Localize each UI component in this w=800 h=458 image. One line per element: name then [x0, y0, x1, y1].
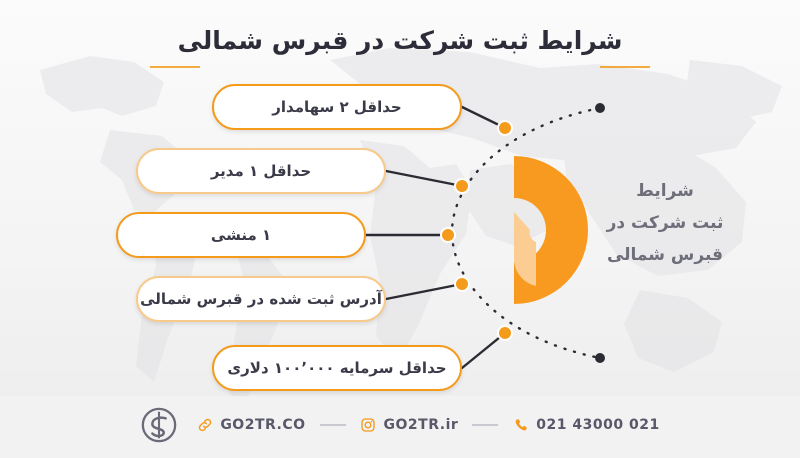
condition-pill-4-label: آدرس ثبت شده در قبرس شمالی: [140, 290, 382, 308]
page-title-wrap: [0, 24, 800, 58]
footer-divider-1: [320, 424, 346, 426]
condition-pill-4[interactable]: [136, 276, 386, 322]
title-rule-left: [150, 66, 200, 68]
condition-pill-3[interactable]: [116, 212, 366, 258]
title-rule-right: [600, 66, 650, 68]
center-label-line-1: شرایط: [636, 181, 694, 201]
condition-pill-2[interactable]: [136, 148, 386, 194]
center-label-line-3: قبرس شمالی: [606, 245, 724, 265]
footer-website-text: GO2TR.CO: [220, 417, 306, 433]
page-title: شرایط ثبت شرکت در قبرس شمالی: [177, 26, 623, 55]
footer-instagram[interactable]: [360, 417, 459, 434]
footer-website[interactable]: [196, 417, 305, 434]
goztr-logo-icon: [140, 406, 178, 444]
phone-icon: [512, 417, 529, 434]
link-icon: [196, 417, 213, 434]
footer-instagram-text: GO2TR.ir: [383, 417, 459, 433]
center-label-line-2: ثبت شرکت در: [606, 213, 724, 233]
footer-contacts: [0, 406, 800, 444]
condition-pill-1[interactable]: [212, 84, 462, 130]
footer-divider-2: [472, 424, 498, 426]
footer-phone-text: 021 43000 021: [536, 417, 660, 433]
condition-pill-5-label: حداقل سرمایه ۱۰۰٬۰۰۰ دلاری: [227, 359, 447, 377]
condition-pill-1-label: حداقل ۲ سهامدار: [272, 98, 402, 116]
instagram-icon: [360, 417, 377, 434]
condition-pill-3-label: ۱ منشی: [210, 226, 272, 244]
condition-pill-5[interactable]: [212, 345, 462, 391]
footer-phone[interactable]: [512, 417, 659, 434]
center-label: [600, 175, 730, 271]
arc-icon: [500, 150, 610, 310]
condition-pill-2-label: حداقل ۱ مدیر: [210, 162, 312, 180]
center-arc-mark: [500, 150, 610, 310]
